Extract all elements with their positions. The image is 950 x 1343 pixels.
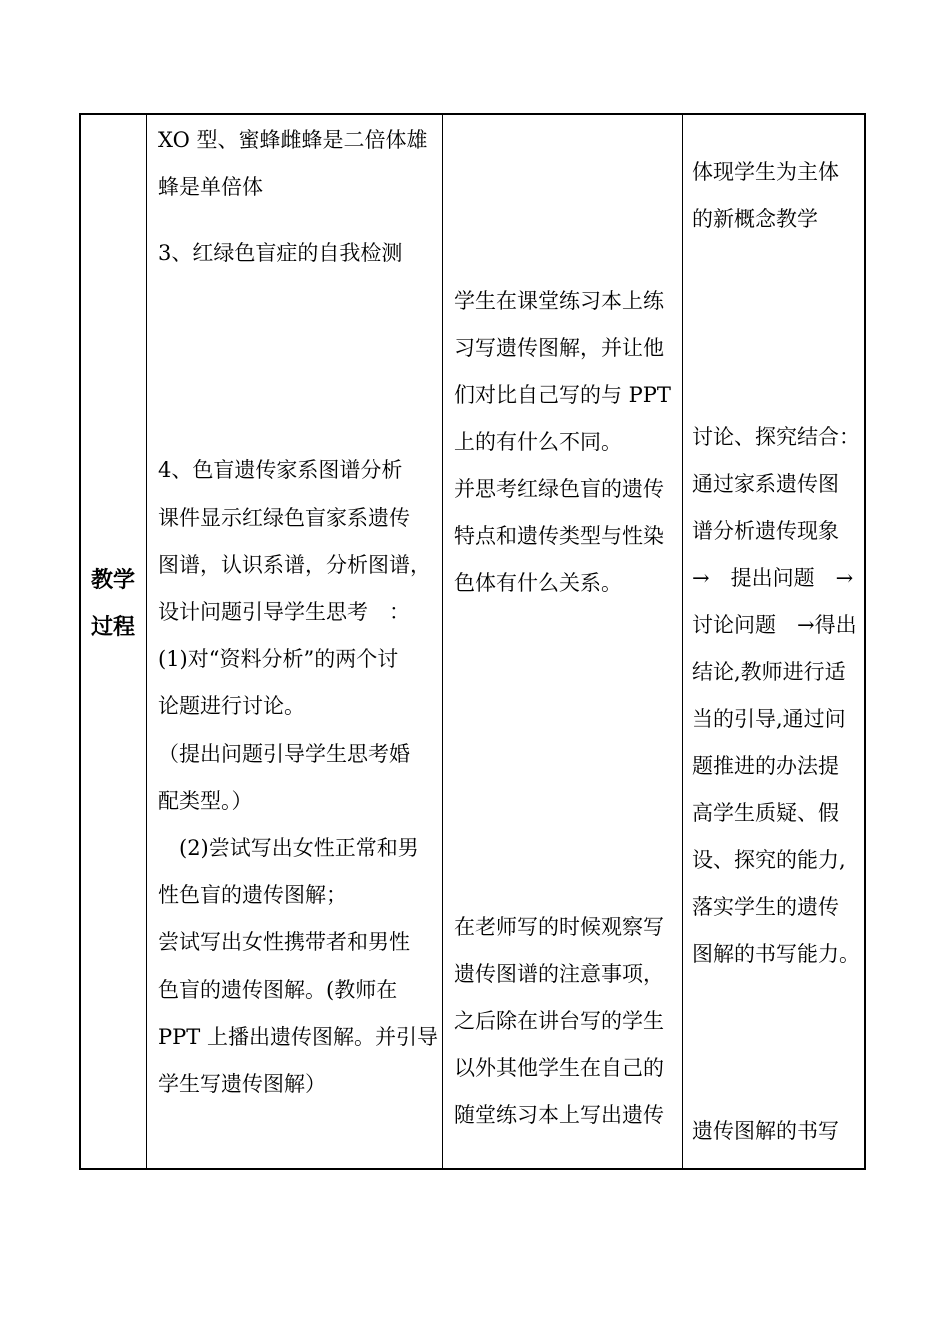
lesson-table <box>79 113 866 1170</box>
content-line: 3、红绿色盲症的自我检测 <box>158 241 403 265</box>
content-line: 配类型。） <box>158 789 253 813</box>
intent-line: 讨论、探究结合： <box>692 425 860 449</box>
teaching-content-cell <box>147 115 442 1168</box>
design-intent-cell <box>683 115 868 1168</box>
content-line: （提出问题引导学生思考婚 <box>158 742 410 766</box>
activity-line: 特点和遗传类型与性染 <box>454 524 664 548</box>
intent-line: → 提出问题 → <box>692 566 854 590</box>
intent-line: 通过家系遗传图 <box>692 472 839 496</box>
activity-line: 以外其他学生在自己的 <box>454 1056 664 1080</box>
content-line: 学生写遗传图解） <box>158 1072 326 1096</box>
section-label-line-2: 过程 <box>91 615 136 640</box>
student-activity-cell <box>443 115 682 1168</box>
content-line: 色盲的遗传图解。(教师在 <box>158 978 398 1002</box>
activity-line: 随堂练习本上写出遗传 <box>454 1103 664 1127</box>
content-line: 图谱，认识系谱，分析图谱， <box>158 553 431 577</box>
intent-line: 设、探究的能力, <box>692 848 846 872</box>
intent-line: 的新概念教学 <box>692 207 818 231</box>
content-line: 4、色盲遗传家系图谱分析 <box>158 458 403 482</box>
content-line: 论题进行讨论。 <box>158 694 305 718</box>
content-line: XO 型、蜜蜂雌蜂是二倍体雄 <box>158 128 428 152</box>
section-label-line-1: 教学 <box>91 568 136 593</box>
content-line: 蜂是单倍体 <box>158 175 263 199</box>
activity-line: 在老师写的时候观察写 <box>454 915 664 939</box>
intent-line: 图解的书写能力。 <box>692 942 860 966</box>
activity-line: 们对比自己写的与 PPT <box>454 383 671 407</box>
section-label-cell <box>81 115 146 1168</box>
content-line: 设计问题引导学生思考 ： <box>158 600 410 624</box>
intent-line: 落实学生的遗传 <box>692 895 839 919</box>
activity-line: 遗传图谱的注意事项， <box>454 962 664 986</box>
activity-line: 色体有什么关系。 <box>454 571 622 595</box>
content-line: PPT 上播出遗传图解。并引导 <box>158 1025 438 1049</box>
intent-line: 讨论问题 →得出 <box>692 613 857 637</box>
content-line: (1)对“资料分析”的两个讨 <box>158 647 399 671</box>
activity-line: 并思考红绿色盲的遗传 <box>454 477 664 501</box>
intent-line: 题推进的办法提 <box>692 754 839 778</box>
activity-line: 学生在课堂练习本上练 <box>454 289 664 313</box>
intent-line: 谱分析遗传现象 <box>692 519 839 543</box>
intent-line: 当的引导,通过问 <box>692 707 846 731</box>
intent-line: 体现学生为主体 <box>692 160 839 184</box>
intent-line: 结论,教师进行适 <box>692 660 846 684</box>
activity-line: 上的有什么不同。 <box>454 430 622 454</box>
content-line: 课件显示红绿色盲家系遗传 <box>158 506 410 530</box>
content-line: 性色盲的遗传图解； <box>158 883 347 907</box>
content-line: (2)尝试写出女性正常和男 <box>179 836 419 860</box>
intent-line: 遗传图解的书写 <box>692 1119 839 1143</box>
intent-line: 高学生质疑、假 <box>692 801 839 825</box>
content-line: 尝试写出女性携带者和男性 <box>158 930 410 954</box>
activity-line: 之后除在讲台写的学生 <box>454 1009 664 1033</box>
activity-line: 习写遗传图解，并让他 <box>454 336 664 360</box>
